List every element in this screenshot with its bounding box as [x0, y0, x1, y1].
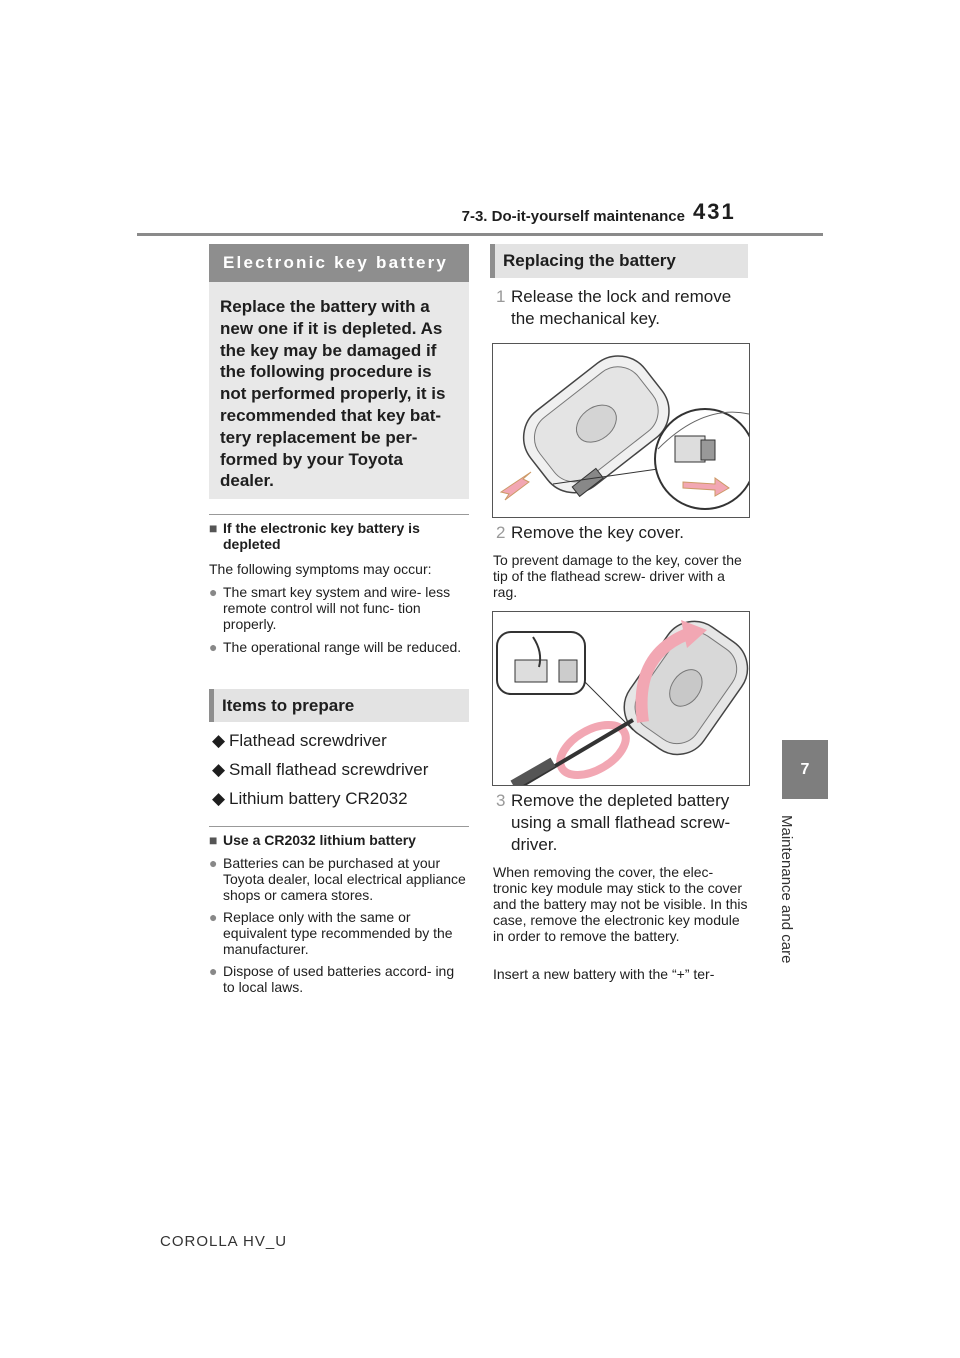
- prepare-list: [212, 731, 470, 809]
- chapter-title: Maintenance and care: [778, 815, 795, 964]
- step-2: [496, 522, 751, 544]
- header-divider: [137, 233, 823, 236]
- key-cover-removal-illustration: [493, 612, 749, 785]
- diamond-bullet-icon: ◆: [212, 731, 226, 750]
- step-text: Remove the depleted battery using a small flathead screw- driver.: [511, 791, 731, 854]
- diamond-bullet-icon: ◆: [212, 789, 226, 808]
- cr2032-section: [209, 832, 469, 995]
- square-bullet-icon: ■: [209, 520, 218, 536]
- circle-bullet-icon: ●: [209, 909, 218, 925]
- step-text: Remove the key cover.: [511, 523, 684, 542]
- list-item: ● Dispose of used batteries accord- ing to local laws.: [209, 963, 455, 995]
- depleted-lead: The following symptoms may occur:: [209, 561, 432, 577]
- intro-text: Replace the battery with a new one if it is depleted. As the key may be damaged if the following procedure is not performed properly, it is recommended that key bat- tery replacement be per- formed by your Toyota dealer.: [220, 297, 446, 491]
- square-bullet-icon: ■: [209, 832, 218, 848]
- key-release-illustration: [492, 343, 750, 518]
- section-divider: [209, 514, 469, 515]
- section-divider: [209, 826, 469, 827]
- banner-title: Electronic key battery: [223, 253, 449, 272]
- banner-title: Items to prepare: [222, 695, 355, 715]
- step-text: Release the lock and remove the mechanical key.: [511, 287, 732, 328]
- list-item: ● Batteries can be purchased at your Toyota dealer, local electrical appliance shops or camera stores.: [209, 855, 466, 903]
- step-number: 2: [496, 523, 506, 542]
- list-item: ● The smart key system and wire- less remote control will not func- tion properly.: [209, 584, 451, 632]
- items-to-prepare-banner: [209, 689, 469, 722]
- depleted-section: [209, 520, 467, 655]
- diamond-bullet-icon: ◆: [212, 760, 226, 779]
- list-item: ● Replace only with the same or equivalent type recommended by the manufacturer.: [209, 909, 453, 957]
- step-2-note: To prevent damage to the key, cover the tip of the flathead screw- driver with a rag.: [493, 552, 742, 600]
- step-1: [496, 286, 751, 330]
- step-number: 1: [496, 287, 506, 306]
- step-3: [496, 790, 751, 856]
- step-number: 3: [496, 791, 506, 810]
- electronic-key-battery-banner: [209, 244, 469, 282]
- key-cover-illustration: [492, 611, 750, 786]
- insert-battery-note: Insert a new battery with the “+” ter-: [493, 966, 715, 982]
- circle-bullet-icon: ●: [209, 639, 218, 655]
- model-footer: COROLLA HV_U: [160, 1233, 288, 1250]
- intro-box: [209, 282, 469, 499]
- banner-title: Replacing the battery: [503, 251, 676, 270]
- list-item: ◆ Lithium battery CR2032: [212, 789, 408, 808]
- chapter-side-label: [773, 815, 795, 985]
- circle-bullet-icon: ●: [209, 855, 218, 871]
- chapter-number: 7: [800, 760, 810, 778]
- list-item: ◆ Flathead screwdriver: [212, 731, 387, 750]
- section-title: 7-3. Do-it-yourself maintenance: [461, 208, 685, 225]
- list-item: ● The operational range will be reduced.: [209, 639, 462, 655]
- key-fob-illustration: [493, 344, 749, 517]
- circle-bullet-icon: ●: [209, 963, 218, 979]
- step-3-note: When removing the cover, the elec- tronic key module may stick to the cover and the battery may not be visible. In this case, remove the electronic key module in order to remove the battery.: [493, 864, 748, 944]
- list-item: ◆ Small flathead screwdriver: [212, 760, 429, 779]
- page-number: 431: [693, 199, 736, 224]
- chapter-tab: [782, 740, 828, 799]
- cr2032-heading: ■ Use a CR2032 lithium battery: [209, 832, 416, 848]
- replacing-battery-banner: [490, 244, 748, 278]
- depleted-heading: ■ If the electronic key battery is depleted: [209, 520, 420, 552]
- circle-bullet-icon: ●: [209, 584, 218, 600]
